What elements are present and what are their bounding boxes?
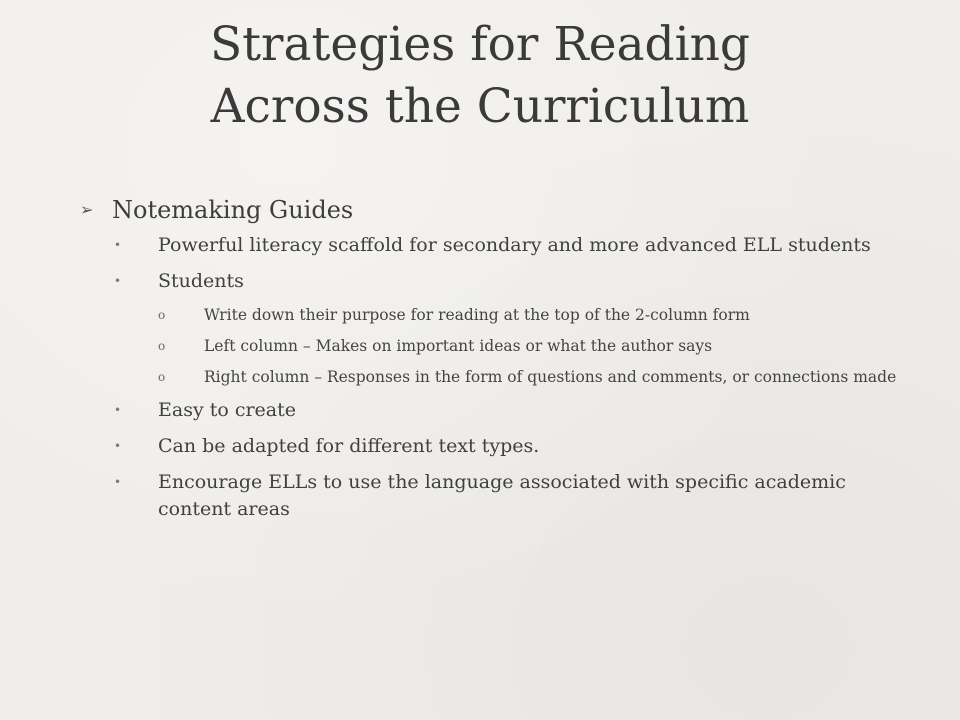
sub-bullet-text: Write down their purpose for reading at the top of the 2-column form (204, 306, 750, 324)
heading-bullet (80, 192, 900, 228)
dot-bullet-icon: • (114, 238, 122, 252)
bullet-text: Can be adapted for different text types. (158, 435, 540, 457)
list-item (80, 397, 900, 424)
bullet-text: Easy to create (158, 399, 297, 421)
title-line-1: Strategies for Reading (209, 17, 751, 72)
circle-bullet-icon: o (158, 370, 166, 384)
dot-bullet-icon: • (114, 274, 122, 288)
dot-bullet-icon: • (114, 439, 122, 453)
arrow-bullet-icon: ➢ (80, 200, 94, 219)
dot-bullet-icon: • (114, 475, 122, 489)
sub-bullet-text: Left column – Makes on important ideas or what the author says (204, 337, 713, 355)
heading-text: Notemaking Guides (112, 196, 354, 224)
list-item (80, 268, 900, 295)
list-item (80, 469, 900, 523)
sub-bullet-text: Right column – Responses in the form of questions and comments, or connections made (204, 368, 897, 386)
sub-list-item (80, 366, 900, 388)
bullet-text: Powerful literacy scaffold for secondary and more advanced ELL students (158, 234, 871, 256)
title-line-2: Across the Curriculum (210, 79, 750, 134)
bullet-text: Students (158, 270, 244, 292)
sub-list-item (80, 304, 900, 326)
circle-bullet-icon: o (158, 339, 166, 353)
slide-title (80, 14, 880, 138)
sub-list-item (80, 335, 900, 357)
circle-bullet-icon: o (158, 308, 166, 322)
list-item (80, 232, 900, 259)
bullet-text: Encourage ELLs to use the language associated with specific academic content areas (158, 471, 846, 520)
list-item (80, 433, 900, 460)
dot-bullet-icon: • (114, 403, 122, 417)
slide-body (80, 192, 900, 532)
